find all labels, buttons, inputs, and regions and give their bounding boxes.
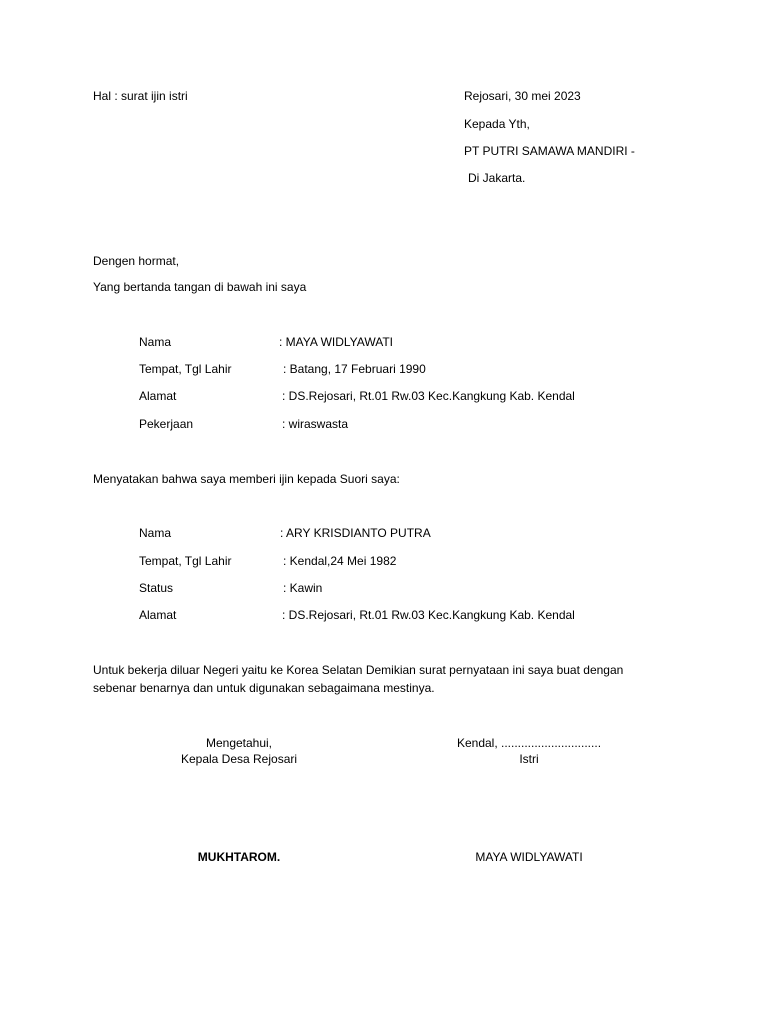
closing-line-2: sebenar benarnya dan untuk digunakan sebagaimana mestinya. [93, 681, 435, 695]
closing-line-1: Untuk bekerja diluar Negeri yaitu ke Korea Selatan Demikian surat pernyataan ini saya buat dengan [93, 663, 624, 677]
husband-status-value: : Kawin [283, 581, 323, 595]
wife-birth-value: : Batang, 17 Februari 1990 [283, 362, 426, 376]
husband-name-label: Nama [139, 526, 172, 540]
wife-occupation-value: : wiraswasta [282, 417, 349, 431]
left-sign-name: MUKHTAROM. [197, 850, 281, 864]
husband-birth-value: : Kendal,24 Mei 1982 [283, 554, 397, 568]
husband-name-value: : ARY KRISDIANTO PUTRA [280, 526, 431, 540]
statement-text: Menyatakan bahwa saya memberi ijin kepada Suori saya: [93, 472, 400, 486]
husband-status-label: Status [139, 581, 174, 595]
greeting: Dengen hormat, [93, 254, 180, 268]
wife-name-label: Nama [139, 335, 172, 349]
left-sign-title-1: Mengetahui, [205, 736, 273, 750]
right-sign-name: MAYA WIDLYAWATI [475, 850, 583, 864]
wife-address-label: Alamat [139, 389, 177, 403]
right-sign-title-2: Istri [519, 752, 539, 766]
wife-address-value: : DS.Rejosari, Rt.01 Rw.03 Kec.Kangkung Kab. Kendal [282, 389, 575, 403]
left-sign-title-2: Kepala Desa Rejosari [180, 752, 298, 766]
husband-address-label: Alamat [139, 608, 177, 622]
subject-line: Hal : surat ijin istri [93, 89, 188, 103]
right-sign-title-1: Kendal, .............................. [456, 736, 602, 750]
wife-birth-label: Tempat, Tgl Lahir [139, 362, 232, 376]
intro-text: Yang bertanda tangan di bawah ini saya [93, 280, 307, 294]
recipient-company: PT PUTRI SAMAWA MANDIRI - [464, 144, 635, 158]
husband-address-value: : DS.Rejosari, Rt.01 Rw.03 Kec.Kangkung Kab. Kendal [282, 608, 575, 622]
recipient-city: Di Jakarta. [468, 171, 526, 185]
place-date: Rejosari, 30 mei 2023 [464, 89, 581, 103]
husband-birth-label: Tempat, Tgl Lahir [139, 554, 232, 568]
wife-name-value: : MAYA WIDLYAWATI [279, 335, 394, 349]
recipient-salutation: Kepada Yth, [464, 117, 530, 131]
wife-occupation-label: Pekerjaan [139, 417, 194, 431]
